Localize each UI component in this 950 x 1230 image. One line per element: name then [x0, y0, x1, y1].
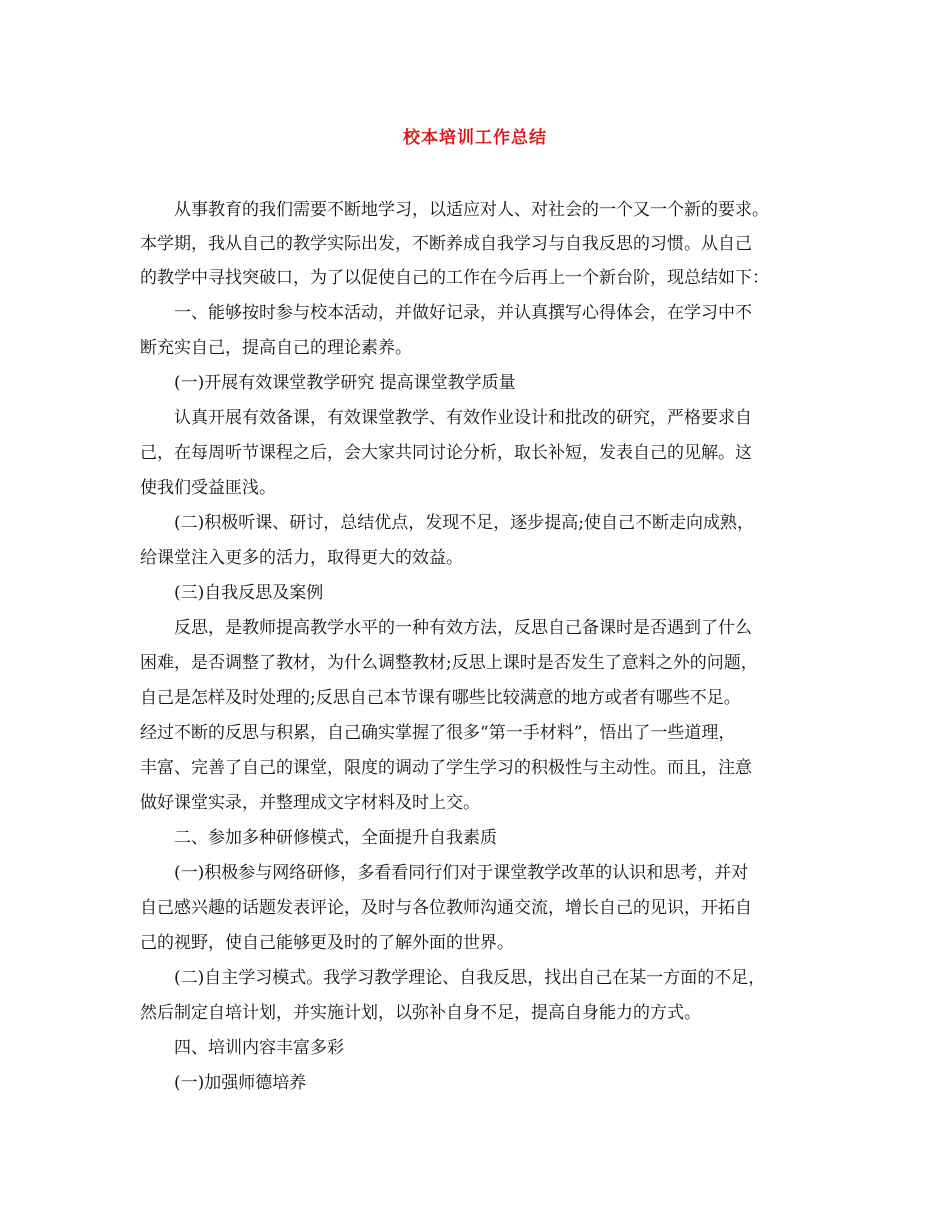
paragraph-line: 己，在每周听节课程之后，会大家共同讨论分析，取长补短，发表自己的见解。这	[140, 443, 752, 463]
paragraph-line: 使我们受益匪浅。	[140, 478, 276, 498]
paragraph-line: 认真开展有效备课，有效课堂教学、有效作业设计和批改的研究，严格要求自	[174, 408, 752, 428]
paragraph-line: (三)自我反思及案例	[174, 583, 324, 603]
paragraph-line: 自己感兴趣的话题发表评论，及时与各位教师沟通交流，增长自己的见识，开拓自	[140, 898, 752, 918]
paragraph-line: (二)积极听课、研讨，总结优点，发现不足，逐步提高;使自己不断走向成熟，	[174, 513, 754, 533]
paragraph-line: 一、能够按时参与校本活动，并做好记录，并认真撰写心得体会，在学习中不	[174, 303, 752, 323]
document-title: 校本培训工作总结	[403, 128, 547, 148]
paragraph-line: (一)加强师德培养	[174, 1073, 307, 1093]
paragraph-line: 从事教育的我们需要不断地学习，以适应对人、对社会的一个又一个新的要求。	[174, 200, 769, 220]
paragraph-line: 经过不断的反思与积累，自己确实掌握了很多“第一手材料”，悟出了一些道理，	[140, 723, 736, 743]
paragraph-line: 做好课堂实录，并整理成文字材料及时上交。	[140, 793, 480, 813]
paragraph-line: (二)自主学习模式。我学习教学理论、自我反思，找出自己在某一方面的不足，	[174, 968, 766, 988]
paragraph-line: 给课堂注入更多的活力，取得更大的效益。	[140, 548, 463, 568]
paragraph-line: 本学期，我从自己的教学实际出发，不断养成自我学习与自我反思的习惯。从自己	[140, 234, 752, 254]
paragraph-line: 反思，是教师提高教学水平的一种有效方法，反思自己备课时是否遇到了什么	[174, 618, 752, 638]
paragraph-line: 的教学中寻找突破口，为了以促使自己的工作在今后再上一个新台阶，现总结如下：	[140, 268, 769, 288]
paragraph-line: (一)开展有效课堂教学研究 提高课堂教学质量	[174, 373, 516, 393]
paragraph-line: 自己是怎样及时处理的;反思自己本节课有哪些比较满意的地方或者有哪些不足。	[140, 688, 741, 708]
paragraph-line: 四、培训内容丰富多彩	[174, 1038, 344, 1058]
paragraph-line: 然后制定自培计划，并实施计划，以弥补自身不足，提高自身能力的方式。	[140, 1003, 701, 1023]
paragraph-line: 丰富、完善了自己的课堂，限度的调动了学生学习的积极性与主动性。而且，注意	[140, 758, 752, 778]
paragraph-line: (一)积极参与网络研修，多看看同行们对于课堂教学改革的认识和思考，并对	[174, 863, 749, 883]
paragraph-line: 断充实自己，提高自己的理论素养。	[140, 338, 412, 358]
paragraph-line: 己的视野，使自己能够更及时的了解外面的世界。	[140, 933, 514, 953]
paragraph-line: 二、参加多种研修模式，全面提升自我素质	[174, 828, 497, 848]
paragraph-line: 困难，是否调整了教材，为什么调整教材;反思上课时是否发生了意料之外的问题，	[140, 653, 758, 673]
